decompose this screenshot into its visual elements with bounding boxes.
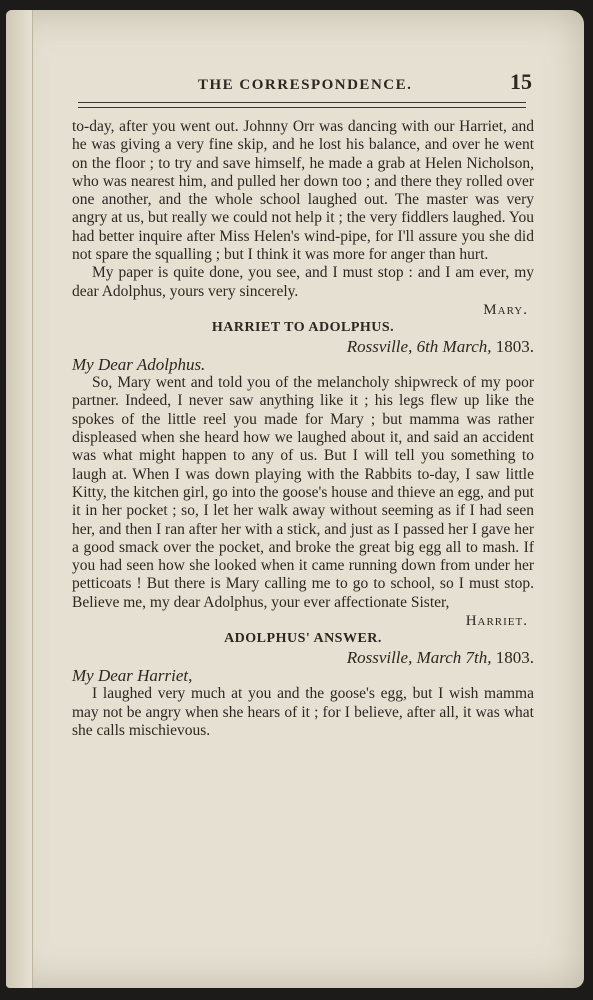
running-head: THE CORRESPONDENCE. <box>198 77 413 93</box>
harriet-letter-heading: HARRIET TO ADOLPHUS. <box>211 320 395 336</box>
harriet-letter-body: So, Mary went and told you of the melancholy shipwreck of my poor partner. Indeed, I never saw anything like it ; his legs flew up like the spokes of the little reel you made for Mary ; but mamma was rather displeased when she heard how we laughed about it, and said an accident was what might happen to any of us. But I will tell you something to laugh at. When I was down playing with the Rabbits to-day, I saw little Kitty, the kitchen girl, go into the goose's house and thieve an egg, and put it in her pocket ; so, I let her walk away without seeming as if I had seen her, and then I ran after her with a stick, and just as I passed her I gave her a good smack over the pocket, and broke the great big egg all to mash. If you had seen how she looked when it came running down from under her petticoats ! But there is Mary calling me to go to school, so I must stop. Believe me, my dear Adolphus, your ever affectionate Sister, <box>72 374 534 611</box>
mary-letter-closing: My paper is quite done, you see, and I must stop : and I am ever, my dear Adolphus, yours very sincerely. <box>72 264 534 300</box>
mary-signature: Mary. <box>483 301 528 318</box>
adolphus-year: 1803. <box>495 647 534 667</box>
page-number: 15 <box>510 69 532 94</box>
header-rule <box>78 102 526 108</box>
page-body <box>72 118 534 740</box>
adolphus-salutation: My Dear Harriet, <box>72 665 193 685</box>
page-header <box>86 68 536 98</box>
harriet-signature: Harriet. <box>465 613 528 630</box>
adolphus-dateline <box>72 649 534 667</box>
book-page <box>6 10 584 988</box>
harriet-place-date: Rossville, 6th March, <box>346 336 492 356</box>
harriet-year: 1803. <box>495 336 534 356</box>
harriet-salutation: My Dear Adolphus. <box>72 354 206 374</box>
adolphus-place-date: Rossville, March 7th, <box>346 647 492 667</box>
page-gutter <box>6 10 33 988</box>
mary-letter-body: to-day, after you went out. Johnny Orr was dancing with our Harriet, and he was giving a very fine skip, and he lost his balance, and over he went on the floor ; to try and save himself, he made a grab at Helen Nicholson, who was nearest him, and pulled her down too ; and there they rolled over one another, and the whole school laughed out. The master was very angry at us, but really we could not help it ; the very fiddlers laughed. You had better inquire after Miss Helen's wind-pipe, for I'll assure you she did not spare the squalling ; but I think it was more for anger than hurt. <box>72 118 534 264</box>
adolphus-letter-body: I laughed very much at you and the goose's egg, but I wish mamma may not be angry when she hears of it ; for I believe, after all, it was what she calls mischievous. <box>72 685 534 739</box>
harriet-dateline <box>72 338 534 356</box>
adolphus-letter-heading: ADOLPHUS' ANSWER. <box>224 631 382 647</box>
